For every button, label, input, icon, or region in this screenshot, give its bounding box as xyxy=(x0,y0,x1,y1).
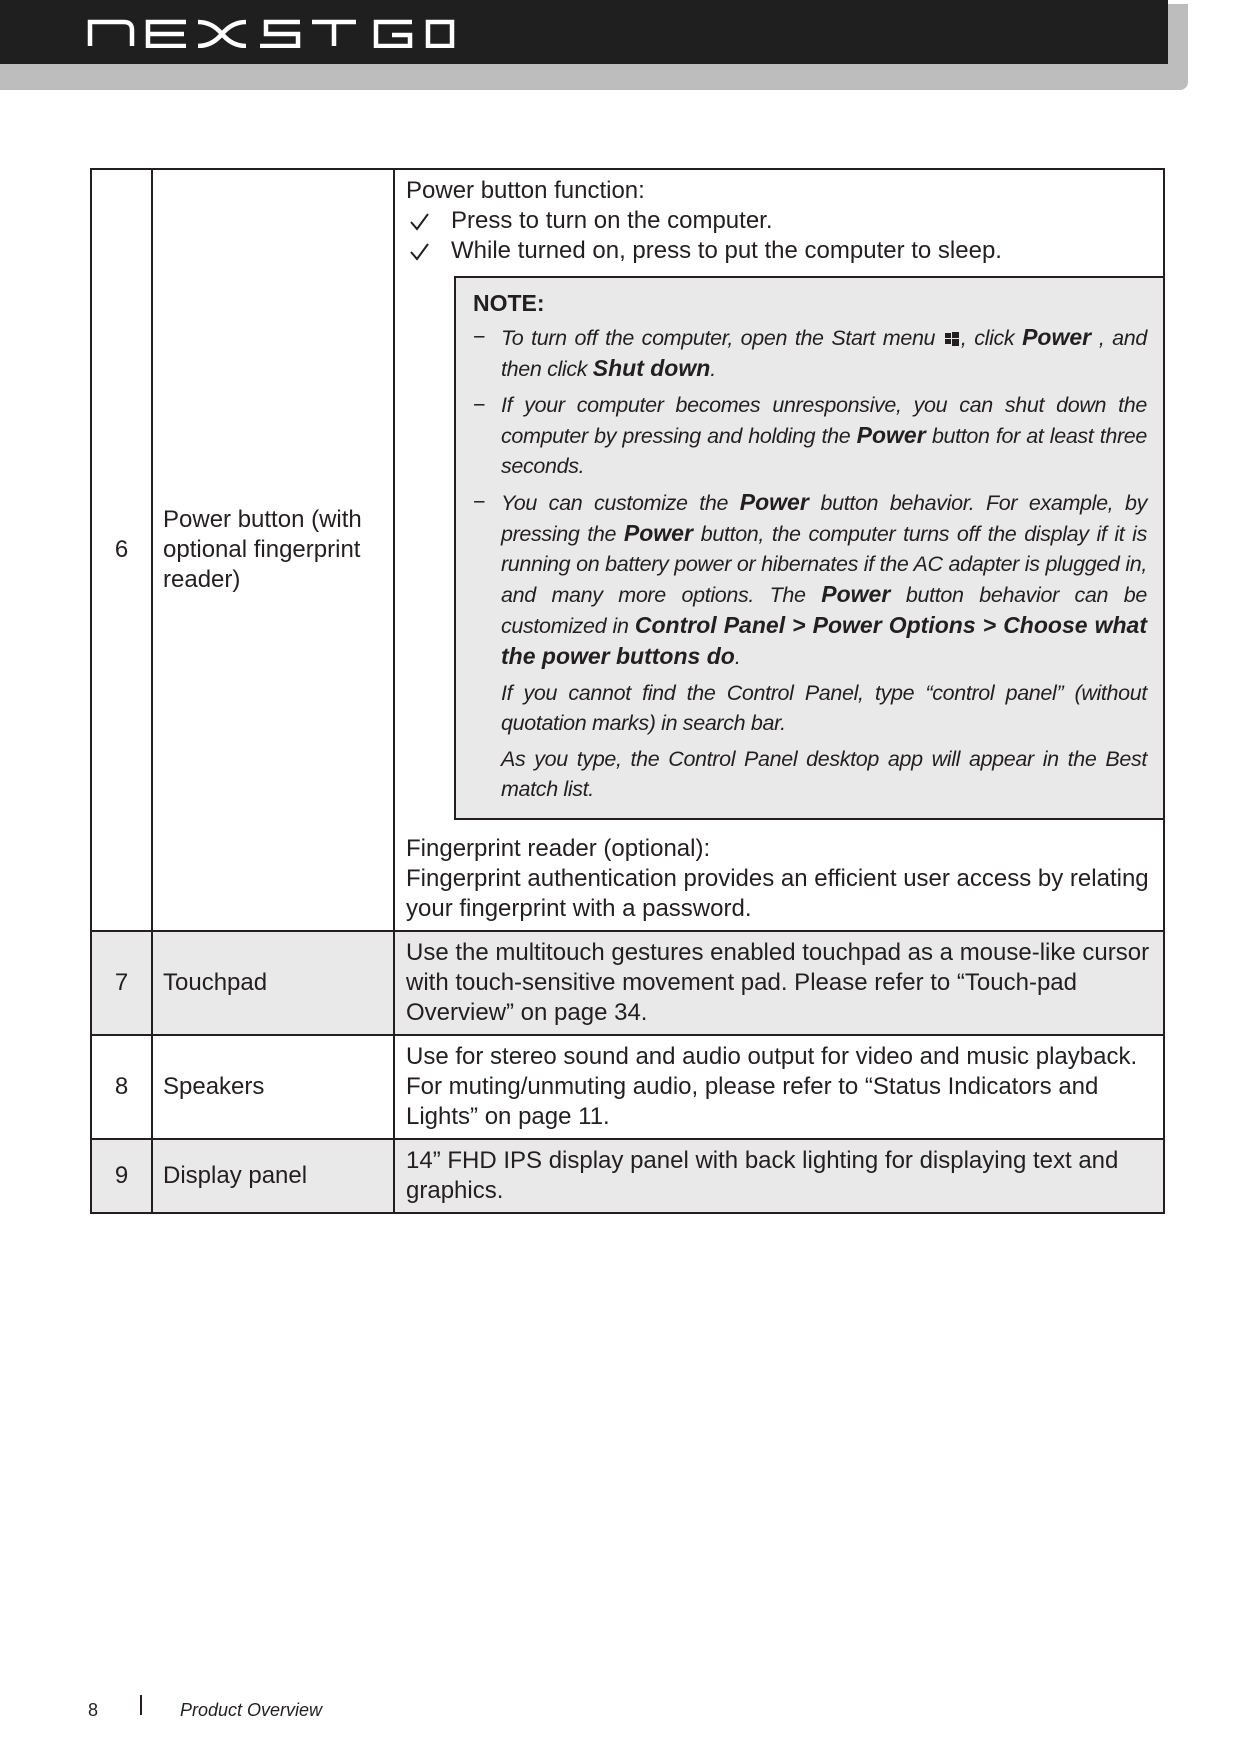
windows-start-icon xyxy=(945,332,959,346)
note-text: , click xyxy=(960,326,1015,350)
note-item xyxy=(473,390,1147,481)
note-text: , and then click xyxy=(501,326,1148,381)
note-bold: Control Panel > Power Options > Choose what the power buttons do xyxy=(501,612,1147,669)
note-text: button behavior. For example, by pressing the xyxy=(501,491,1147,546)
note-bold: Power xyxy=(739,489,809,515)
row-description xyxy=(394,169,1164,931)
note-paragraph: As you type, the Control Panel desktop app will appear in the Best match list. xyxy=(501,747,1147,801)
table-row xyxy=(91,169,1164,931)
check-text: While turned on, press to put the computer to sleep. xyxy=(451,237,1002,264)
note-text: To turn off the computer, open the Start menu xyxy=(501,326,936,350)
note-paragraph: If you cannot find the Control Panel, type “control panel” (without quotation marks) in search bar. xyxy=(501,681,1147,735)
check-text: Press to turn on the computer. xyxy=(451,207,773,234)
fingerprint-title: Fingerprint reader (optional): xyxy=(406,835,711,862)
footer-section-title: Product Overview xyxy=(180,1700,323,1720)
row-description: Use the multitouch gestures enabled touchpad as a mouse-like cursor with touch-sensitive movement pad. Please refer to “Touch-pad Overview” on page 34. xyxy=(394,931,1164,1035)
dash-bullet: − xyxy=(473,393,486,417)
table-row xyxy=(91,1139,1164,1213)
note-text: button, the computer turns off the display if it is running on battery power or hibernates if the AC adapter is plugged in, and many more options. The xyxy=(501,522,1147,607)
list-item xyxy=(406,236,1151,266)
row-description: 14” FHD IPS display panel with back lighting for displaying text and graphics. xyxy=(394,1139,1164,1213)
note-bold: Power xyxy=(821,581,891,607)
table-row xyxy=(91,1035,1164,1139)
note-bold: Power xyxy=(856,422,926,448)
note-item xyxy=(473,322,1147,384)
row-name: Speakers xyxy=(152,1035,394,1139)
note-title: NOTE: xyxy=(473,290,545,316)
note-bold: Power xyxy=(623,520,693,546)
row-description: Use for stereo sound and audio output for video and music playback. For muting/unmuting audio, please refer to “Status Indicators and Lights” on page 11. xyxy=(394,1035,1164,1139)
nexstgo-logo xyxy=(86,16,456,48)
checkmark-icon xyxy=(408,206,430,236)
table-row xyxy=(91,931,1164,1035)
note-item xyxy=(473,487,1147,672)
fingerprint-section xyxy=(395,820,1163,930)
note-text: . xyxy=(710,357,716,381)
fingerprint-text: Fingerprint authentication provides an efficient user access by relating your fingerprint with a password. xyxy=(406,865,1149,922)
header-bar xyxy=(0,0,1168,64)
note-text: You can customize the xyxy=(501,491,729,515)
dash-bullet: − xyxy=(473,490,486,514)
row-number: 6 xyxy=(91,169,152,931)
note-box xyxy=(454,276,1165,820)
note-text: button for at least three seconds. xyxy=(501,424,1147,478)
power-function xyxy=(395,170,1163,276)
note-text: button behavior can be customized in xyxy=(501,583,1147,638)
page-number: 8 xyxy=(88,1700,99,1720)
row-name: Touchpad xyxy=(152,931,394,1035)
power-function-title: Power button function: xyxy=(406,177,645,204)
note-text: If your computer becomes unresponsive, you can shut down the computer by pressing and holding the xyxy=(501,393,1147,448)
note-bold: Power xyxy=(1022,324,1092,350)
row-name: Display panel xyxy=(152,1139,394,1213)
row-name: Power button (with optional fingerprint reader) xyxy=(152,169,394,931)
row-number: 8 xyxy=(91,1035,152,1139)
row-number: 7 xyxy=(91,931,152,1035)
note-bold: Shut down xyxy=(592,355,711,381)
footer-divider xyxy=(140,1695,142,1715)
dash-bullet: − xyxy=(473,325,486,349)
checkmark-icon xyxy=(408,236,430,266)
list-item xyxy=(406,206,1151,236)
note-text: . xyxy=(734,645,741,669)
row-number: 9 xyxy=(91,1139,152,1213)
spec-table xyxy=(90,168,1165,1214)
